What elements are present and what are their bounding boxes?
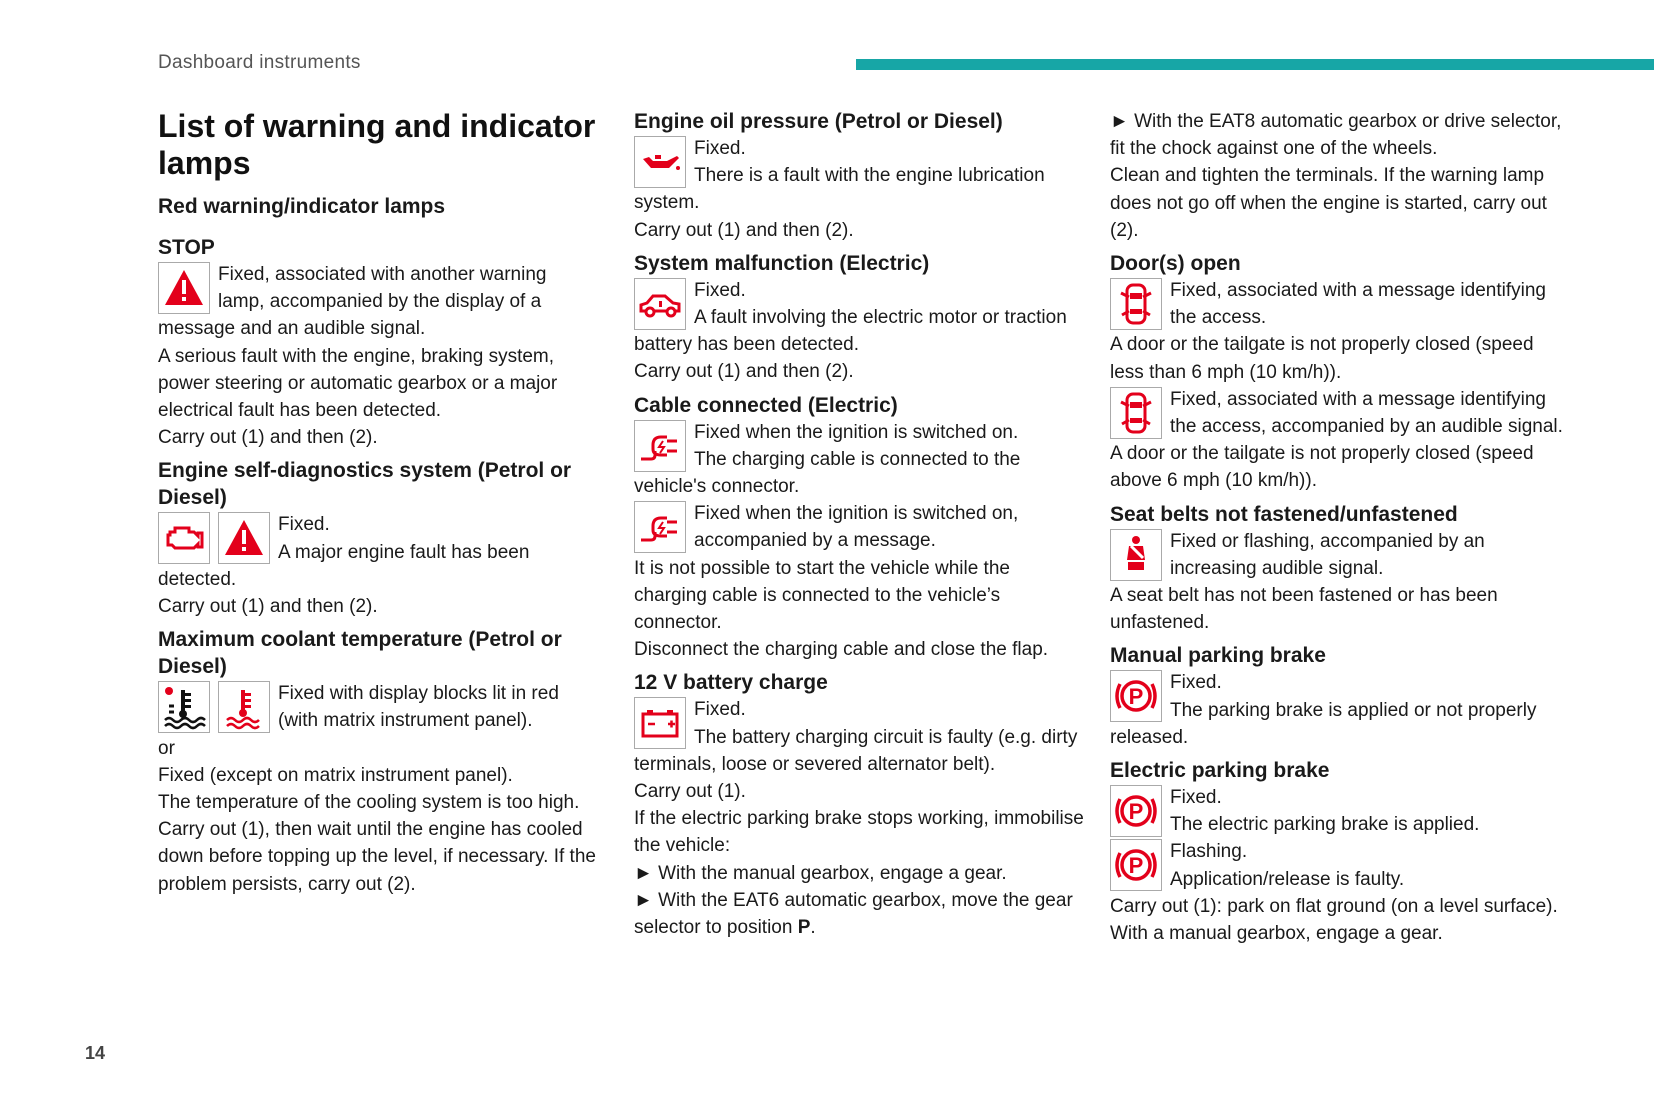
coolant-heading: Maximum coolant temperature (Petrol or Diesel) [158, 628, 562, 679]
svg-text:P: P [1128, 853, 1144, 879]
battery-line-2: If the electric parking brake stops working, immobilise the vehicle: [634, 808, 1084, 857]
battery-bullet-1: ► With the manual gearbox, engage a gear. [634, 862, 1007, 884]
coolant-entry [158, 680, 598, 734]
electric-car-fault-icon [634, 278, 686, 330]
seatbelt-icon [1110, 529, 1162, 581]
svg-text:P: P [1128, 799, 1144, 825]
stop-description: Fixed, associated with another warning lamp, accompanied by the display of a message and an audible signal. [158, 264, 547, 340]
doors-heading: Door(s) open [1110, 252, 1241, 276]
warning-triangle-icon [218, 512, 270, 564]
selfdiag-entry [158, 511, 598, 593]
manual-brake-heading: Manual parking brake [1110, 644, 1326, 668]
electric-brake-heading: Electric parking brake [1110, 759, 1330, 783]
stop-entry [158, 261, 598, 343]
battery-heading: 12 V battery charge [634, 671, 828, 695]
cable-description-2: Fixed when the ignition is switched on, accompanied by a message. [694, 503, 1019, 552]
oil-can-icon [634, 136, 686, 188]
seatbelt-heading: Seat belts not fastened/unfastened [1110, 502, 1458, 526]
svg-text:P: P [1128, 684, 1144, 710]
header-accent-bar [856, 59, 1654, 70]
manual-brake-entry [1110, 669, 1566, 751]
doors-entry-2 [1110, 386, 1566, 440]
selfdiag-action: Carry out (1) and then (2). [158, 596, 378, 618]
electric-brake-description-2: Flashing. Application/release is faulty. [1170, 841, 1405, 890]
cable-description-1: Fixed when the ignition is switched on. The charging cable is connected to the vehicle's connector. [634, 421, 1021, 498]
battery-bullet-3: ► With the EAT8 automatic gearbox or drive selector, fit the chock against one of the wheels. [1110, 111, 1562, 160]
malfunction-action: Carry out (1) and then (2). [634, 361, 854, 383]
cable-line-2: Disconnect the charging cable and close the flap. [634, 639, 1049, 661]
battery-description: Fixed. The battery charging circuit is faulty (e.g. dirty terminals, loose or severed alternator belt). [634, 699, 1078, 775]
doors-line-2: A door or the tailgate is not properly closed (speed above 6 mph (10 km/h)). [1110, 443, 1534, 492]
oil-description: Fixed. There is a fault with the engine lubrication system. [634, 138, 1045, 214]
doors-entry-1 [1110, 277, 1566, 331]
malfunction-heading: System malfunction (Electric) [634, 251, 930, 275]
battery-entry [634, 696, 1084, 778]
seatbelt-entry [1110, 528, 1566, 582]
electric-brake-entry-1 [1110, 784, 1566, 838]
charging-plug-icon [634, 420, 686, 472]
coolant-line-3: Carry out (1), then wait until the engine has cooled down before topping up the level, if necessary. If the problem persists, carry out (2). [158, 819, 596, 895]
battery-icon [634, 697, 686, 749]
coolant-temperature-matrix-icon [158, 681, 210, 733]
electric-brake-line-2: With a manual gearbox, engage a gear. [1110, 923, 1443, 945]
warning-triangle-icon [158, 262, 210, 314]
stop-heading: STOP [158, 236, 215, 259]
page-title: List of warning and indicator lamps [158, 108, 596, 181]
door-open-icon [1110, 387, 1162, 439]
oil-heading: Engine oil pressure (Petrol or Diesel) [634, 110, 1003, 133]
doors-description-1: Fixed, associated with a message identifying the access. [1170, 280, 1546, 329]
selfdiag-description: Fixed. A major engine fault has been detected. [158, 514, 530, 590]
cable-heading: Cable connected (Electric) [634, 393, 898, 417]
section-subtitle: Red warning/indicator lamps [158, 195, 446, 218]
malfunction-description: Fixed. A fault involving the electric motor or traction battery has been detected. [634, 279, 1067, 356]
coolant-temperature-icon [218, 681, 270, 733]
column-3 [1110, 108, 1566, 947]
seatbelt-line-1: A seat belt has not been fastened or has been unfastened. [1110, 585, 1498, 634]
doors-description-2: Fixed, associated with a message identifying the access, accompanied by an audible signal. [1170, 388, 1563, 438]
parking-brake-icon [1110, 670, 1162, 722]
parking-brake-icon [1110, 785, 1162, 837]
battery-line-3: Clean and tighten the terminals. If the warning lamp does not go off when the engine is started, carry out (2). [1110, 165, 1547, 241]
cable-entry-2 [634, 500, 1084, 554]
page-number: 14 [85, 1043, 106, 1063]
selfdiag-heading: Engine self-diagnostics system (Petrol or Diesel) [158, 459, 572, 510]
section-header: Dashboard instruments [158, 52, 361, 73]
battery-line-1: Carry out (1). [634, 781, 746, 803]
cable-line-1: It is not possible to start the vehicle while the charging cable is connected to the vehicle’s connector. [634, 557, 1010, 634]
stop-detail: A serious fault with the engine, braking system, power steering or automatic gearbox or a major electrical fault has been detected. [158, 345, 558, 422]
charging-plug-icon [634, 501, 686, 553]
doors-line-1: A door or the tailgate is not properly closed (speed less than 6 mph (10 km/h)). [1110, 334, 1534, 383]
seatbelt-description: Fixed or flashing, accompanied by an increasing audible signal. [1170, 530, 1485, 579]
malfunction-entry [634, 277, 1084, 359]
coolant-line-1: Fixed (except on matrix instrument panel). [158, 764, 513, 786]
door-open-icon [1110, 278, 1162, 330]
column-1 [158, 108, 598, 898]
column-2 [634, 108, 1084, 941]
engine-check-icon [158, 512, 210, 564]
coolant-description: Fixed with display blocks lit in red (with matrix instrument panel). [278, 683, 559, 732]
parking-brake-icon [1110, 839, 1162, 891]
battery-bullet-2: ► With the EAT6 automatic gearbox, move the gear selector to position P. [634, 889, 1073, 939]
electric-brake-entry-2 [1110, 838, 1566, 892]
coolant-or: or [158, 737, 175, 759]
electric-brake-description-1: Fixed. The electric parking brake is applied. [1170, 787, 1480, 836]
stop-action: Carry out (1) and then (2). [158, 427, 378, 449]
cable-entry-1 [634, 419, 1084, 501]
coolant-line-2: The temperature of the cooling system is too high. [158, 792, 580, 814]
oil-action: Carry out (1) and then (2). [634, 219, 854, 241]
manual-brake-description: Fixed. The parking brake is applied or not properly released. [1110, 672, 1537, 748]
oil-entry [634, 135, 1084, 217]
electric-brake-line-1: Carry out (1): park on flat ground (on a level surface). [1110, 895, 1558, 917]
